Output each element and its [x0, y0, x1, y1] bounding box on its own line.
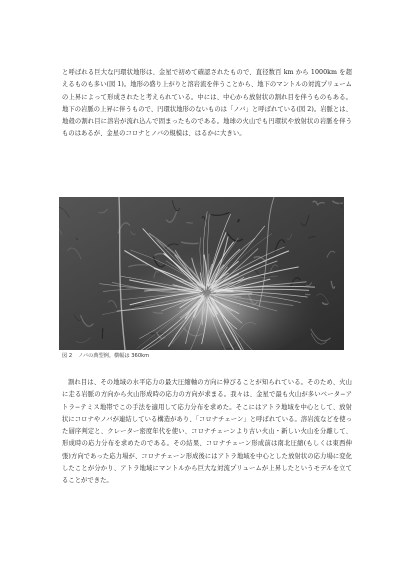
figure-caption	[62, 352, 149, 360]
figure-number: 図 2	[62, 353, 73, 359]
paragraph-intro: と呼ばれる巨大な円環状地形は、金星で初めて確認されたもので、直径数百 km から 1000km を超えるものも多い(図 1)。地形の盛り上がりと溶岩流を伴うことから、地下のマントルの対流プリュームの上昇によって形成されたと考えられている。中には、中心から放射状の割れ目を伴うものもある。地下の岩脈の上昇に伴うもので、円環状地形のないものは「ノバ」と呼ばれている(図 2)。岩脈とは、地殻の割れ目に溶岩が流れ込んで固まったものである。地球の火山でも円環状や放射状の岩脈を伴うものはあるが、金星のコロナとノバの規模は、はるかに大きい。	[62, 69, 352, 138]
figure-caption-text: ノバの典型例。横幅は 360km	[78, 353, 150, 359]
nova-radar-image	[59, 197, 344, 350]
paragraph-body: 割れ目は、その地域の水平応力の最大圧縮軸の方向に伸びることが知られている。そのため、火山に走る岩脈の方向から火山形成時の応力の方向が求まる。我々は、金星で最も火山が多いベータ−アトラ−テミス地帯でこの手法を適用して応力分布を求めた。そこにはアトラ地域を中心として、放射状にコロナやノバが連結している構造があり、「コロナチェーン」と呼ばれている。溶岩流などを使った層序判定と、クレーター密度年代を使い、コロナチェーンより古い火山・新しい火山を分離して、形成時の応力分布を求めたのである。その結果、コロナチェーン形成前は南北圧縮(もしくは東西伸張)方向であった応力場が、コロナチェーン形成後にはアトラ地域を中心とした放射状の応力場に変化したことが分かり、アトラ地域にマントルから巨大な対流プリュームが上昇したというモデルを立てることができた。	[62, 379, 352, 485]
